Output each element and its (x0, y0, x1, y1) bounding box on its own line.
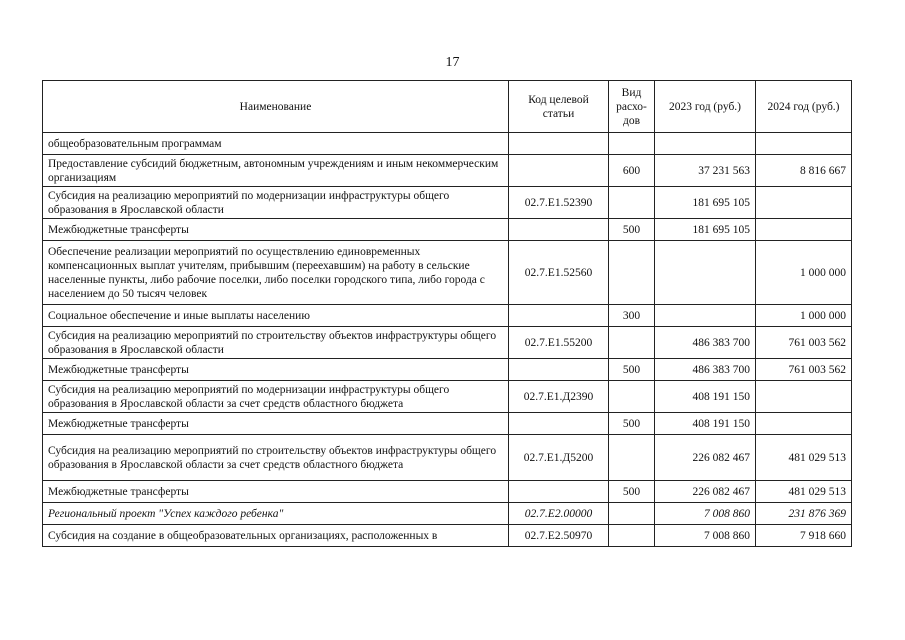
row-code-cell: 02.7.E1.55200 (509, 327, 609, 359)
row-2024-cell: 761 003 562 (756, 327, 852, 359)
row-type-cell (609, 381, 655, 413)
table-row (43, 413, 852, 435)
table-row (43, 133, 852, 155)
row-type-cell (609, 435, 655, 481)
header-code: Код целевой статьи (509, 81, 609, 133)
row-name-cell: Межбюджетные трансферты (43, 481, 509, 503)
row-2024-cell: 231 876 369 (756, 503, 852, 525)
table-row (43, 187, 852, 219)
table-row (43, 219, 852, 241)
table-row (43, 241, 852, 305)
row-2023-cell: 37 231 563 (655, 155, 756, 187)
row-name-cell: Обеспечение реализации мероприятий по осуществлению единовременных компенсационных выплат учителям, прибывшим (переехавшим) на работу в сельские населенные пункты, либо рабочие поселки, либо поселки городского типа, либо города с населением до 50 тысяч человек (43, 241, 509, 305)
row-2023-cell: 181 695 105 (655, 187, 756, 219)
row-name-cell: Межбюджетные трансферты (43, 359, 509, 381)
row-type-cell: 500 (609, 359, 655, 381)
row-type-cell: 300 (609, 305, 655, 327)
row-2023-cell: 226 082 467 (655, 435, 756, 481)
table-row (43, 381, 852, 413)
row-2024-cell: 481 029 513 (756, 435, 852, 481)
row-name-cell: Субсидия на реализацию мероприятий по модернизации инфраструктуры общего образования в Ярославской области за счет средств областного бюджета (43, 381, 509, 413)
row-name-cell: Субсидия на реализацию мероприятий по модернизации инфраструктуры общего образования в Ярославской области (43, 187, 509, 219)
row-code-cell: 02.7.E1.52390 (509, 187, 609, 219)
row-type-cell: 500 (609, 219, 655, 241)
table-row (43, 327, 852, 359)
row-2023-cell: 486 383 700 (655, 327, 756, 359)
row-2023-cell: 226 082 467 (655, 481, 756, 503)
table-row (43, 435, 852, 481)
row-2024-cell: 8 816 667 (756, 155, 852, 187)
header-2024: 2024 год (руб.) (756, 81, 852, 133)
table-row (43, 481, 852, 503)
table-body (43, 133, 852, 547)
row-2024-cell (756, 187, 852, 219)
row-2023-cell (655, 133, 756, 155)
row-code-cell: 02.7.E2.00000 (509, 503, 609, 525)
row-name-cell: Предоставление субсидий бюджетным, автономным учреждениям и иным некоммерческим организациям (43, 155, 509, 187)
row-2024-cell (756, 381, 852, 413)
row-code-cell (509, 133, 609, 155)
row-name-cell: Межбюджетные трансферты (43, 413, 509, 435)
row-2023-cell: 486 383 700 (655, 359, 756, 381)
row-code-cell: 02.7.E1.52560 (509, 241, 609, 305)
table-row (43, 503, 852, 525)
row-type-cell: 500 (609, 413, 655, 435)
row-2024-cell: 1 000 000 (756, 241, 852, 305)
table-row (43, 359, 852, 381)
table-row (43, 155, 852, 187)
budget-table (42, 80, 852, 547)
row-name-cell: Социальное обеспечение и иные выплаты населению (43, 305, 509, 327)
row-2023-cell (655, 241, 756, 305)
row-2024-cell (756, 133, 852, 155)
row-2024-cell: 481 029 513 (756, 481, 852, 503)
row-2023-cell: 181 695 105 (655, 219, 756, 241)
row-type-cell (609, 327, 655, 359)
row-code-cell (509, 481, 609, 503)
row-code-cell (509, 413, 609, 435)
row-2023-cell: 7 008 860 (655, 503, 756, 525)
row-code-cell: 02.7.E1.Д5200 (509, 435, 609, 481)
row-name-cell: Межбюджетные трансферты (43, 219, 509, 241)
row-type-cell (609, 133, 655, 155)
row-2024-cell (756, 219, 852, 241)
row-2023-cell (655, 305, 756, 327)
row-type-cell: 600 (609, 155, 655, 187)
row-code-cell (509, 359, 609, 381)
table-header-row (43, 81, 852, 133)
row-2023-cell: 408 191 150 (655, 413, 756, 435)
row-2023-cell: 408 191 150 (655, 381, 756, 413)
row-2024-cell: 7 918 660 (756, 525, 852, 547)
table-row (43, 525, 852, 547)
row-code-cell: 02.7.E2.50970 (509, 525, 609, 547)
row-name-cell: общеобразовательным программам (43, 133, 509, 155)
row-type-cell (609, 187, 655, 219)
row-name-cell: Субсидия на создание в общеобразовательных организациях, расположенных в (43, 525, 509, 547)
row-name-cell: Субсидия на реализацию мероприятий по строительству объектов инфраструктуры общего образования в Ярославской области (43, 327, 509, 359)
page-number: 17 (445, 55, 460, 70)
row-2024-cell (756, 413, 852, 435)
header-name: Наименование (43, 81, 509, 133)
row-code-cell: 02.7.E1.Д2390 (509, 381, 609, 413)
row-2024-cell: 1 000 000 (756, 305, 852, 327)
table-row (43, 305, 852, 327)
header-2023: 2023 год (руб.) (655, 81, 756, 133)
row-type-cell (609, 503, 655, 525)
row-code-cell (509, 305, 609, 327)
row-type-cell (609, 525, 655, 547)
row-2024-cell: 761 003 562 (756, 359, 852, 381)
row-code-cell (509, 219, 609, 241)
row-2023-cell: 7 008 860 (655, 525, 756, 547)
row-type-cell: 500 (609, 481, 655, 503)
row-name-cell: Региональный проект "Успех каждого ребенка" (43, 503, 509, 525)
row-code-cell (509, 155, 609, 187)
header-type: Вид расхо-дов (609, 81, 655, 133)
row-type-cell (609, 241, 655, 305)
row-name-cell: Субсидия на реализацию мероприятий по строительству объектов инфраструктуры общего образования в Ярославской области за счет средств областного бюджета (43, 435, 509, 481)
